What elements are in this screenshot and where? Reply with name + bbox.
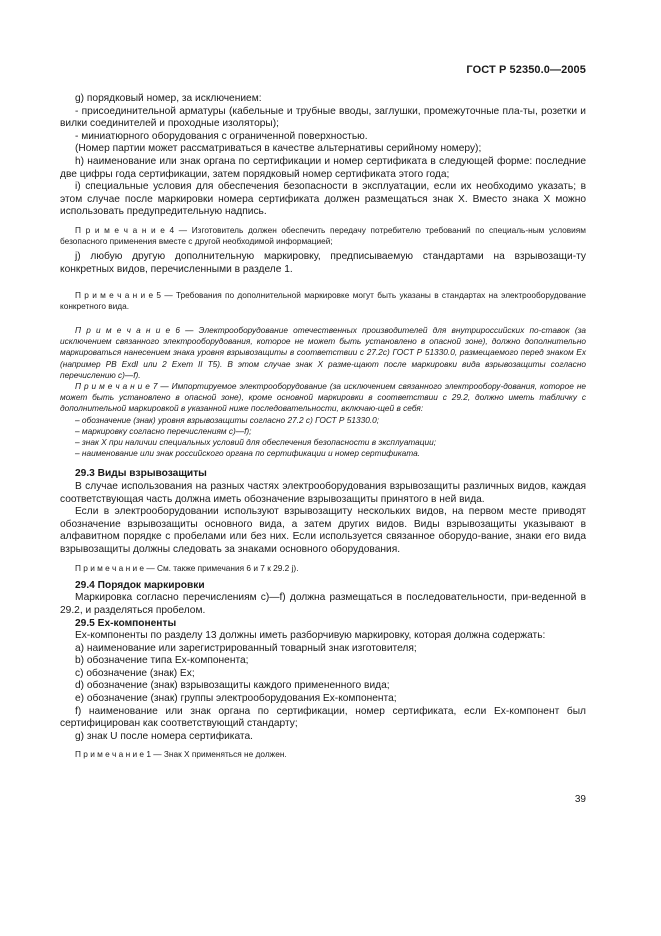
list-item-exception-fittings: - присоединительной арматуры (кабельные и трубные вводы, заглушки, промежуточные пла-ты, розетки и вилки соединителей и проходные изоляторы); bbox=[60, 105, 586, 130]
batch-number-remark: (Номер партии может рассматриваться в качестве альтернативы серийному номеру); bbox=[75, 143, 482, 155]
note-29-5: П р и м е ч а н и е 1 — Знак X применяться не должен. bbox=[75, 749, 287, 760]
component-item-b: b) обозначение типа Ex-компонента; bbox=[75, 655, 249, 667]
note-7-item-x-sign: – знак X при наличии специальных условий для обеспечения безопасности в эксплуатации; bbox=[75, 436, 437, 447]
note-4: П р и м е ч а н и е 4 — Изготовитель должен обеспечить передачу потребителю требований по специаль-ным условиям безопасного применения вместе с другой необходимой информацией; bbox=[60, 224, 586, 247]
component-item-c: c) обозначение (знак) Ex; bbox=[75, 667, 195, 679]
list-item-g: g) порядковый номер, за исключением: bbox=[75, 93, 262, 104]
section-29-3-heading: 29.3 Виды взрывозащиты bbox=[75, 468, 207, 480]
section-29-3-para-2: Если в электрооборудовании используют взрывозащиту нескольких видов, на первом месте приводят обозначение взрывозащиты основного вида, а затем других видов. Виды взрывозащиты указывают в алфавитном порядке с пробелами или без них. Если используется связанное оборудо-вание, знаки его вида взрывозащиты должны следовать за знаками основного оборудования. bbox=[60, 506, 586, 555]
list-item-exception-miniature: - миниатюрного оборудования с ограниченной поверхностью. bbox=[75, 130, 368, 142]
section-29-4-para: Маркировка согласно перечислениям с)—f) должна размещаться в последовательности, при-веденной в 29.2, и разделяться пробелом. bbox=[60, 592, 586, 616]
list-item-i: i) специальные условия для обеспечения безопасности в эксплуатации, если их необходимо указать; в этом случае после маркировки номера сертификата должен размещаться знак X. Вместо знака X можно использовать предупредительную надпись. bbox=[60, 181, 586, 218]
list-item-h: h) наименование или знак органа по сертификации и номер сертификата в следующей форме: последние две цифры года сертификации, затем порядковый номер сертификата этого года; bbox=[60, 155, 586, 180]
section-29-4-heading: 29.4 Порядок маркировки bbox=[75, 579, 205, 591]
note-7-item-certification-body: – наименование или знак российского органа по сертификации и номер сертификата. bbox=[75, 448, 420, 459]
note-6: П р и м е ч а н и е 6 — Электрооборудование отечественных производителей для внутрироссийских по-ставок (за исключением связанного электрооборудования, которое не может быть установлено в опасной зоне), должно дополнительно маркироваться нанесением знака уровня взрывозащиты в соответствии с 27.2с) ГОСТ Р 51330.0, размещаемого перед знаком Ex (например PB ExdI или 2 Exem II T5). В этом случае знак X разме-щают после маркировки вида взрывозащиты согласно перечислению с)—f). bbox=[60, 324, 586, 380]
section-29-5-heading: 29.5 Ex-компоненты bbox=[75, 617, 177, 629]
component-item-d: d) обозначение (знак) взрывозащиты каждого примененного вида; bbox=[75, 680, 390, 692]
page-number: 39 bbox=[574, 794, 586, 805]
note-7-item-level: – обозначение (знак) уровня взрывозащиты согласно 27.2 с) ГОСТ Р 51330.0; bbox=[75, 414, 380, 425]
note-29-3: П р и м е ч а н и е — См. также примечания 6 и 7 к 29.2 j). bbox=[75, 562, 299, 573]
list-item-j: j) любую другую дополнительную маркировку, предписываемую стандартами на взрывозащи-ту конкретных видов, перечисленными в разделе 1. bbox=[60, 251, 586, 275]
component-item-f: f) наименование или знак органа по сертификации, номер сертификата, если Ex-компонент был сертифицирован как соответствующий стандарту; bbox=[60, 705, 586, 730]
component-item-a: a) наименование или зарегистрированный товарный знак изготовителя; bbox=[75, 642, 417, 654]
note-5: П р и м е ч а н и е 5 — Требования по дополнительной маркировке могут быть указаны в стандартах на электрооборудование конкретного вида. bbox=[60, 289, 586, 311]
section-29-5-intro: Ex-компоненты по разделу 13 должны иметь разборчивую маркировку, которая должна содержать: bbox=[75, 630, 546, 642]
note-7: П р и м е ч а н и е 7 — Импортируемое электрооборудование (за исключением связанного электрообору-дования, которое не может быть установлено в опасной зоне), кроме основной маркировки в соответствии с 29.2, должно иметь табличку с дополнительной маркировкой в указанной ниже последовательности, включаю-щей в себя: bbox=[60, 380, 586, 414]
page-body bbox=[60, 93, 586, 761]
note-7-item-marking: – маркировку согласно перечислениям с)—f); bbox=[75, 425, 252, 436]
component-item-g: g) знак U после номера сертификата. bbox=[75, 730, 253, 742]
document-id: ГОСТ Р 52350.0—2005 bbox=[466, 64, 586, 76]
section-29-3-para-1: В случае использования на разных частях электрооборудования взрывозащиты различных видов, каждая соответствующая часть должна иметь обозначение взрывозащиты принятого в ней вида. bbox=[60, 480, 586, 505]
component-item-e: e) обозначение (знак) группы электрооборудования Ex-компонента; bbox=[75, 693, 397, 705]
